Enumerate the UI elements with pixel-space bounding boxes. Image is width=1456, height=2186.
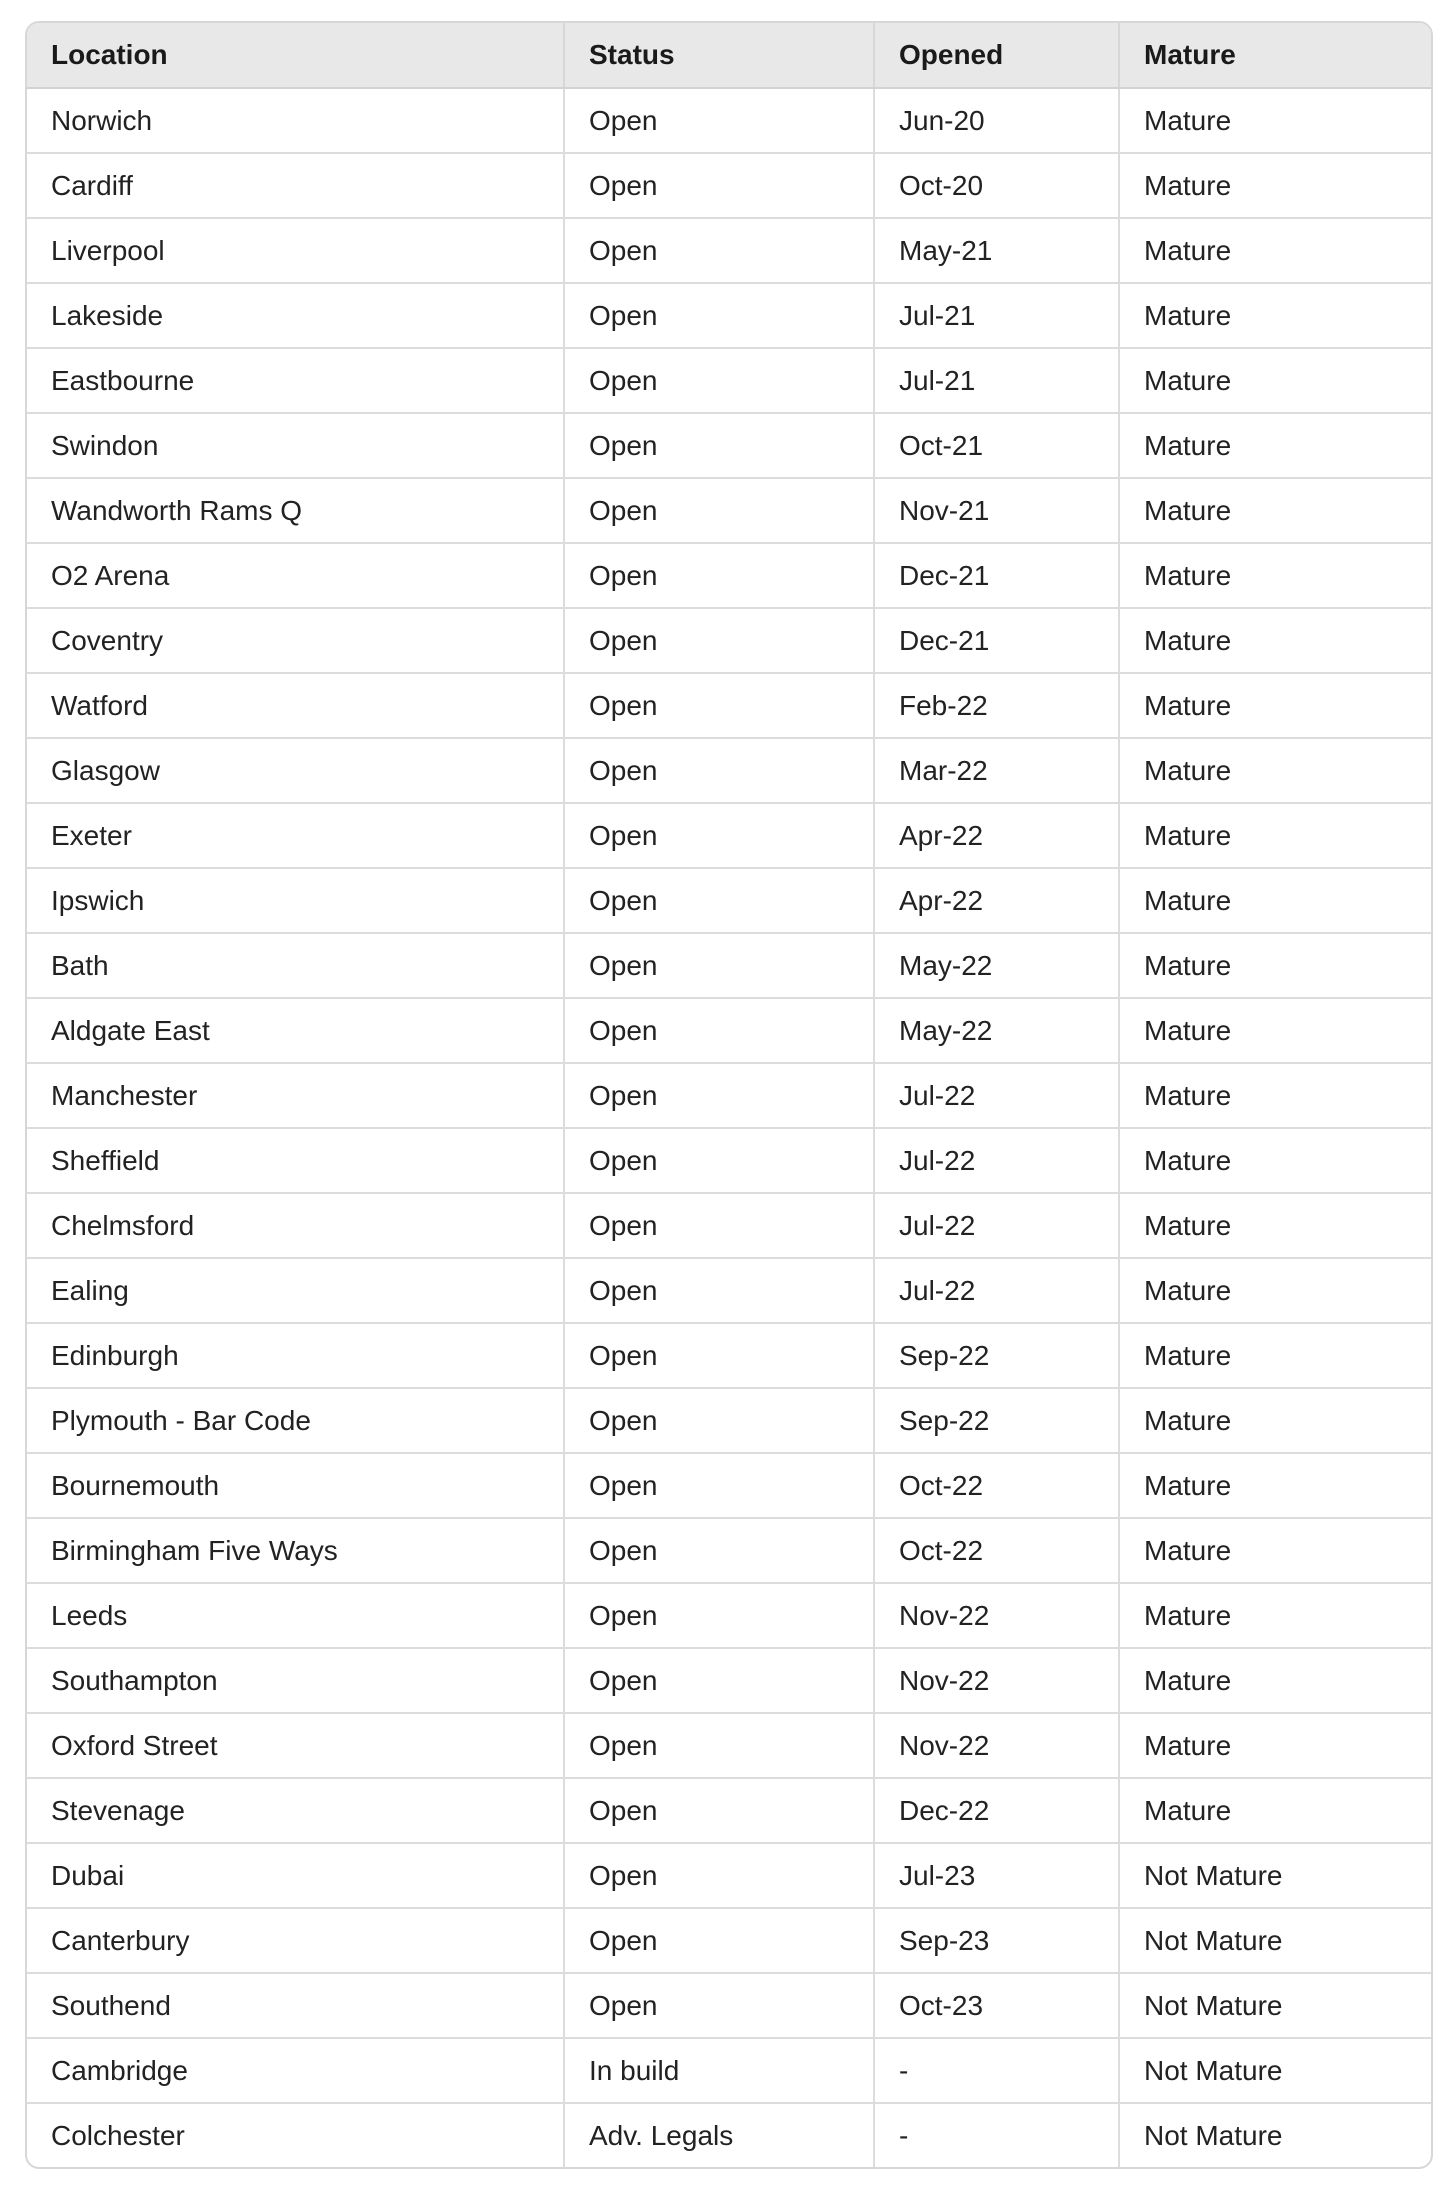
- cell-location: Lakeside: [27, 283, 564, 348]
- cell-mature: Mature: [1119, 413, 1431, 478]
- cell-status: Open: [564, 1453, 874, 1518]
- table-header: [27, 23, 1431, 88]
- cell-status: Open: [564, 1713, 874, 1778]
- table-row: [27, 1843, 1431, 1908]
- table-row: [27, 88, 1431, 153]
- cell-status: Open: [564, 1388, 874, 1453]
- column-header-status: Status: [564, 23, 874, 88]
- cell-status: Open: [564, 1973, 874, 2038]
- table-row: [27, 738, 1431, 803]
- cell-location: Bath: [27, 933, 564, 998]
- cell-opened: Jul-21: [874, 348, 1119, 413]
- table-row: [27, 1518, 1431, 1583]
- cell-status: Open: [564, 543, 874, 608]
- cell-opened: Jul-21: [874, 283, 1119, 348]
- cell-mature: Mature: [1119, 998, 1431, 1063]
- table-row: [27, 1713, 1431, 1778]
- table-row: [27, 2103, 1431, 2167]
- cell-opened: Jul-22: [874, 1063, 1119, 1128]
- table-row: [27, 1908, 1431, 1973]
- cell-mature: Mature: [1119, 348, 1431, 413]
- column-header-opened: Opened: [874, 23, 1119, 88]
- cell-mature: Mature: [1119, 1388, 1431, 1453]
- cell-mature: Mature: [1119, 1063, 1431, 1128]
- cell-location: Swindon: [27, 413, 564, 478]
- cell-mature: Mature: [1119, 1648, 1431, 1713]
- cell-status: Open: [564, 348, 874, 413]
- cell-mature: Mature: [1119, 283, 1431, 348]
- table-row: [27, 1778, 1431, 1843]
- table-row: [27, 218, 1431, 283]
- cell-location: O2 Arena: [27, 543, 564, 608]
- cell-opened: Dec-21: [874, 543, 1119, 608]
- table-row: [27, 933, 1431, 998]
- cell-location: Watford: [27, 673, 564, 738]
- cell-mature: Mature: [1119, 543, 1431, 608]
- locations-table-container: [25, 21, 1433, 2169]
- cell-mature: Mature: [1119, 1453, 1431, 1518]
- cell-status: Open: [564, 218, 874, 283]
- cell-location: Stevenage: [27, 1778, 564, 1843]
- cell-opened: Jul-22: [874, 1258, 1119, 1323]
- locations-table: [27, 23, 1431, 2167]
- cell-location: Leeds: [27, 1583, 564, 1648]
- cell-location: Birmingham Five Ways: [27, 1518, 564, 1583]
- cell-status: Open: [564, 1518, 874, 1583]
- cell-opened: Jul-22: [874, 1128, 1119, 1193]
- cell-location: Canterbury: [27, 1908, 564, 1973]
- cell-mature: Mature: [1119, 1583, 1431, 1648]
- cell-opened: Dec-21: [874, 608, 1119, 673]
- cell-status: In build: [564, 2038, 874, 2103]
- cell-mature: Mature: [1119, 1713, 1431, 1778]
- cell-location: Exeter: [27, 803, 564, 868]
- cell-location: Plymouth - Bar Code: [27, 1388, 564, 1453]
- cell-mature: Mature: [1119, 88, 1431, 153]
- cell-opened: May-22: [874, 933, 1119, 998]
- cell-location: Chelmsford: [27, 1193, 564, 1258]
- cell-opened: Apr-22: [874, 803, 1119, 868]
- cell-status: Open: [564, 1128, 874, 1193]
- cell-status: Open: [564, 153, 874, 218]
- table-row: [27, 478, 1431, 543]
- cell-mature: Not Mature: [1144, 2119, 1283, 2151]
- cell-opened: Oct-22: [874, 1453, 1119, 1518]
- cell-status: Open: [564, 1193, 874, 1258]
- cell-mature: Mature: [1119, 1128, 1431, 1193]
- cell-opened: Nov-22: [874, 1583, 1119, 1648]
- cell-mature: Mature: [1119, 478, 1431, 543]
- cell-status: Open: [564, 1258, 874, 1323]
- header-row: [27, 23, 1431, 88]
- cell-location: Aldgate East: [27, 998, 564, 1063]
- column-header-location: Location: [27, 23, 564, 88]
- cell-status: Open: [564, 88, 874, 153]
- cell-mature: Mature: [1119, 868, 1431, 933]
- table-row: [27, 1973, 1431, 2038]
- cell-opened: -: [874, 2103, 1119, 2167]
- cell-status: Open: [564, 1648, 874, 1713]
- cell-location: Eastbourne: [27, 348, 564, 413]
- cell-opened: May-21: [874, 218, 1119, 283]
- cell-mature: Not Mature: [1119, 1908, 1431, 1973]
- cell-status: Open: [564, 1583, 874, 1648]
- cell-mature: Not Mature: [1119, 1973, 1431, 2038]
- cell-location: Southampton: [27, 1648, 564, 1713]
- cell-mature: Mature: [1119, 738, 1431, 803]
- table-row: [27, 1128, 1431, 1193]
- cell-opened: Sep-23: [874, 1908, 1119, 1973]
- cell-location: Sheffield: [27, 1128, 564, 1193]
- cell-location: Edinburgh: [27, 1323, 564, 1388]
- cell-location: Colchester: [27, 2103, 564, 2167]
- cell-location: Cardiff: [27, 153, 564, 218]
- cell-mature: Mature: [1119, 1323, 1431, 1388]
- cell-status: Open: [564, 868, 874, 933]
- table-row: [27, 1388, 1431, 1453]
- cell-opened: Nov-22: [874, 1648, 1119, 1713]
- table-row: [27, 543, 1431, 608]
- cell-location: Cambridge: [27, 2038, 564, 2103]
- table-row: [27, 1648, 1431, 1713]
- cell-opened: Oct-23: [874, 1973, 1119, 2038]
- cell-opened: Oct-20: [874, 153, 1119, 218]
- cell-opened: Apr-22: [874, 868, 1119, 933]
- cell-mature: Mature: [1119, 933, 1431, 998]
- cell-location: Glasgow: [27, 738, 564, 803]
- cell-mature: Not Mature: [1119, 2038, 1431, 2103]
- table-row: [27, 2038, 1431, 2103]
- table-row: [27, 348, 1431, 413]
- cell-location: Ealing: [27, 1258, 564, 1323]
- cell-status: Open: [564, 673, 874, 738]
- cell-opened: Oct-22: [874, 1518, 1119, 1583]
- table-row: [27, 998, 1431, 1063]
- table-row: [27, 413, 1431, 478]
- cell-opened: Dec-22: [874, 1778, 1119, 1843]
- cell-opened: Nov-21: [874, 478, 1119, 543]
- cell-mature: Mature: [1119, 218, 1431, 283]
- cell-status: Open: [564, 1908, 874, 1973]
- cell-opened: Jun-20: [874, 88, 1119, 153]
- table-row: [27, 1323, 1431, 1388]
- cell-mature: Mature: [1119, 153, 1431, 218]
- cell-location: Bournemouth: [27, 1453, 564, 1518]
- table-row: [27, 803, 1431, 868]
- cell-mature: Not Mature: [1119, 1843, 1431, 1908]
- table-row: [27, 1453, 1431, 1518]
- cell-location: Wandworth Rams Q: [27, 478, 564, 543]
- table-row: [27, 283, 1431, 348]
- table-row: [27, 1583, 1431, 1648]
- cell-location: Liverpool: [27, 218, 564, 283]
- cell-location: Ipswich: [27, 868, 564, 933]
- table-row: [27, 608, 1431, 673]
- cell-status: Open: [564, 998, 874, 1063]
- cell-mature: Mature: [1119, 673, 1431, 738]
- cell-location: Dubai: [27, 1843, 564, 1908]
- table-row: [27, 1193, 1431, 1258]
- table-row: [27, 1063, 1431, 1128]
- cell-opened: Nov-22: [874, 1713, 1119, 1778]
- cell-opened: Sep-22: [874, 1323, 1119, 1388]
- cell-mature: Mature: [1119, 1778, 1431, 1843]
- cell-location: Manchester: [27, 1063, 564, 1128]
- cell-status: Open: [564, 933, 874, 998]
- table-row: [27, 1258, 1431, 1323]
- table-row: [27, 673, 1431, 738]
- cell-location: Oxford Street: [27, 1713, 564, 1778]
- cell-status: Open: [564, 738, 874, 803]
- cell-status: Open: [564, 1778, 874, 1843]
- cell-status: Open: [564, 1843, 874, 1908]
- cell-status: Open: [564, 1323, 874, 1388]
- table-row: [27, 153, 1431, 218]
- cell-opened: Feb-22: [874, 673, 1119, 738]
- table-body: [27, 88, 1431, 2167]
- cell-location: Coventry: [27, 608, 564, 673]
- cell-mature: Mature: [1119, 1258, 1431, 1323]
- cell-status: Adv. Legals: [564, 2103, 874, 2167]
- cell-mature: Mature: [1119, 1518, 1431, 1583]
- cell-opened: -: [874, 2038, 1119, 2103]
- cell-mature: Mature: [1119, 1193, 1431, 1258]
- cell-status: Open: [564, 1063, 874, 1128]
- cell-status: Open: [564, 478, 874, 543]
- cell-opened: Jul-22: [874, 1193, 1119, 1258]
- cell-opened: Oct-21: [874, 413, 1119, 478]
- cell-location: Norwich: [27, 88, 564, 153]
- cell-opened: May-22: [874, 998, 1119, 1063]
- cell-status: Open: [564, 283, 874, 348]
- cell-opened: Jul-23: [874, 1843, 1119, 1908]
- cell-opened: Mar-22: [874, 738, 1119, 803]
- cell-opened: Sep-22: [874, 1388, 1119, 1453]
- column-header-mature: Mature: [1119, 23, 1431, 88]
- table-row: [27, 868, 1431, 933]
- cell-status: Open: [564, 803, 874, 868]
- cell-status: Open: [564, 413, 874, 478]
- cell-location: Southend: [27, 1973, 564, 2038]
- cell-status: Open: [564, 608, 874, 673]
- cell-mature: Mature: [1119, 608, 1431, 673]
- cell-mature: Mature: [1119, 803, 1431, 868]
